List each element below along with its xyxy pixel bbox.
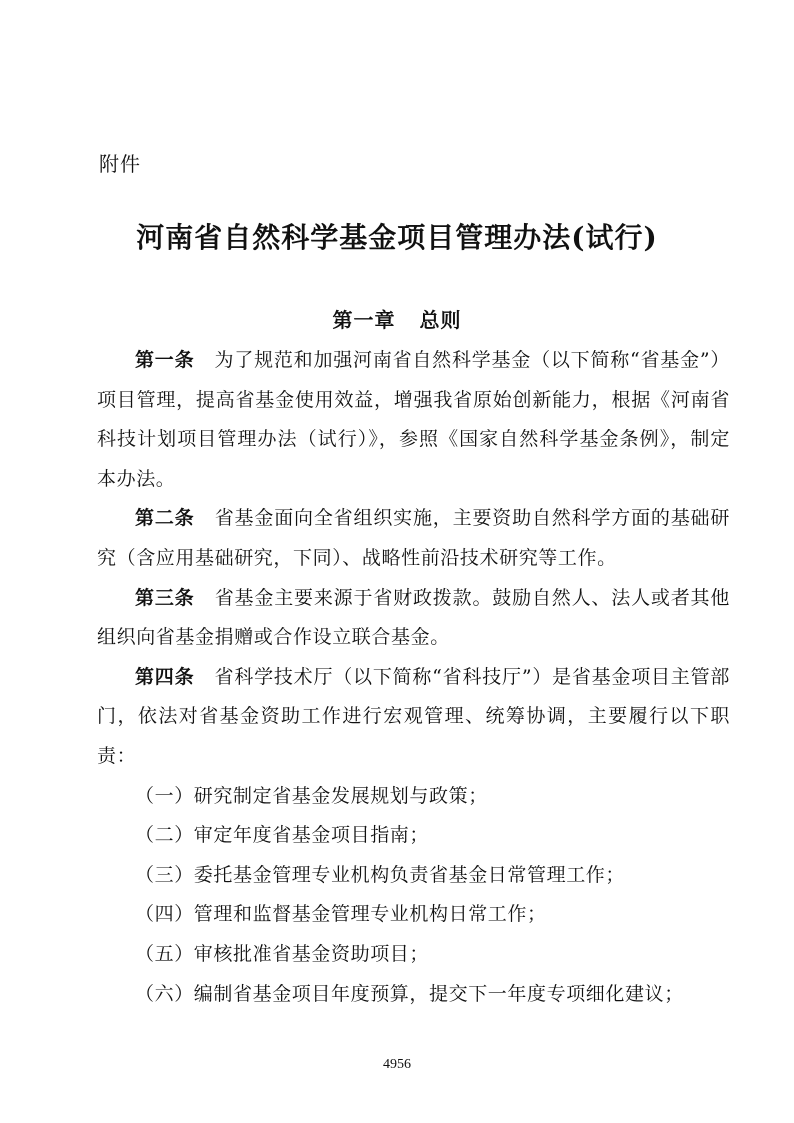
article-text: 省基金主要来源于省财政拨款。鼓励自然人、法人或者其他组织向省基金捐赠或合作设立联合基金。: [97, 586, 730, 649]
document-title: 河南省自然科学基金项目管理办法(试行): [136, 221, 658, 254]
article-4: [97, 658, 730, 777]
page-number: 4956: [383, 1057, 411, 1072]
article-label: 第一条: [135, 349, 195, 371]
article-3: [97, 579, 730, 658]
duty-item-2: （二）审定年度省基金项目指南；: [135, 824, 430, 847]
duty-item-6: （六）编制省基金项目年度预算，提交下一年度专项细化建议；: [135, 982, 684, 1005]
chapter-name: 总则: [419, 308, 462, 332]
article-text: 省基金面向全省组织实施，主要资助自然科学方面的基础研究（含应用基础研究，下同）、战略性前沿技术研究等工作。: [97, 507, 730, 569]
article-label: 第二条: [135, 507, 195, 530]
article-label: 第四条: [135, 665, 195, 688]
chapter-number: 第一章: [332, 308, 396, 332]
duty-item-3: （三）委托基金管理专业机构负责省基金日常管理工作；: [135, 863, 626, 886]
document-body: [97, 341, 730, 1014]
article-text: 为了规范和加强河南省自然科学基金（以下简称“省基金”）项目管理，提高省基金使用效益，增强我省原始创新能力，根据《河南省科技计划项目管理办法（试行）》，参照《国家自然科学基金条例》，制定本办法。: [97, 349, 730, 490]
article-text: 省科学技术厅（以下简称“省科技厅”）是省基金项目主管部门，依法对省基金资助工作进行宏观管理、统筹协调，主要履行以下职责：: [97, 665, 730, 767]
attachment-label: 附件: [99, 152, 141, 176]
duty-item-5: （五）审核批准省基金资助项目；: [135, 942, 430, 965]
chapter-heading: [0, 302, 794, 338]
article-2: [97, 499, 730, 578]
article-1: [97, 341, 730, 499]
duty-item-4: （四）管理和监督基金管理专业机构日常工作；: [135, 903, 547, 926]
duty-item-1: （一）研究制定省基金发展规划与政策；: [135, 784, 488, 807]
article-label: 第三条: [135, 586, 195, 609]
